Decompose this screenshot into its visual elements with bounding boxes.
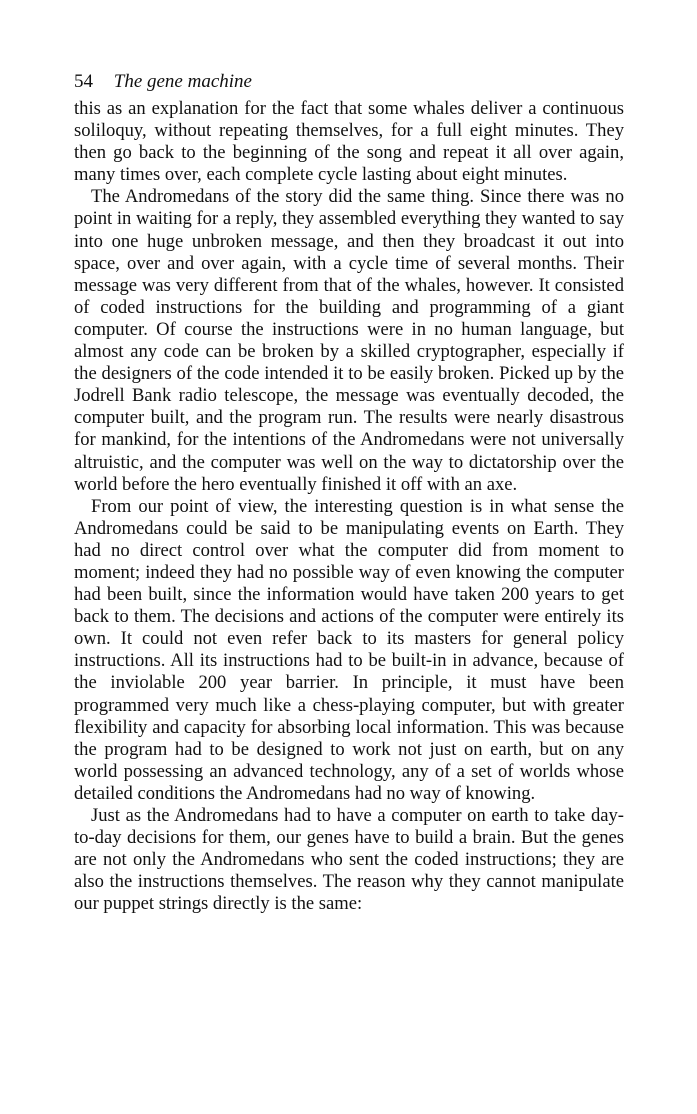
paragraph: From our point of view, the interesting question is in what sense the Andromedans could be said to be manipulating events on Earth. They had no direct control over what the computer did from moment to moment; indeed they had no possible way of even knowing the computer had been built, since the information would have taken 200 years to get back to them. The decisions and actions of the computer were entirely its own. It could not even refer back to its masters for general policy instructions. All its instructions had to be built-in in advance, because of the inviolable 200 year barrier. In principle, it must have been programmed very much like a chess-playing computer, but with greater flexibility and capacity for absorbing local information. This was because the program had to be designed to work not just on earth, but on any world possessing an advanced technology, any of a set of worlds whose detailed conditions the Andromedans had no way of knowing.: [74, 495, 624, 804]
running-title: The gene machine: [113, 71, 252, 92]
book-page: [74, 70, 624, 915]
paragraph-continuation: this as an explanation for the fact that some whales deliver a continuous soliloquy, without repeating themselves, for a full eight minutes. They then go back to the beginning of the song and repeat it all over again, many times over, each complete cycle lasting about eight minutes.: [74, 98, 624, 186]
paragraph: Just as the Andromedans had to have a computer on earth to take day-to-day decisions for them, our genes have to build a brain. But the genes are not only the Andromedans who sent the coded instructions; they are also the instructions themselves. The reason why they cannot manipulate our puppet strings directly is the same:: [74, 805, 624, 915]
running-head: [74, 70, 624, 98]
body-text: [74, 98, 624, 915]
paragraph: The Andromedans of the story did the same thing. Since there was no point in waiting for a reply, they assembled everything they wanted to say into one huge unbroken message, and then they broadcast it out into space, over and over again, with a cycle time of several months. Their message was very different from that of the whales, however. It consisted of coded instructions for the building and programming of a giant computer. Of course the instructions were in no human language, but almost any code can be broken by a skilled cryptographer, especially if the designers of the code intended it to be easily broken. Picked up by the Jodrell Bank radio telescope, the message was eventually decoded, the computer built, and the program run. The results were nearly disastrous for mankind, for the intentions of the Andromedans were not universally altruistic, and the computer was well on the way to dictatorship over the world before the hero eventually finished it off with an axe.: [74, 186, 624, 495]
page-number: 54: [74, 71, 93, 92]
